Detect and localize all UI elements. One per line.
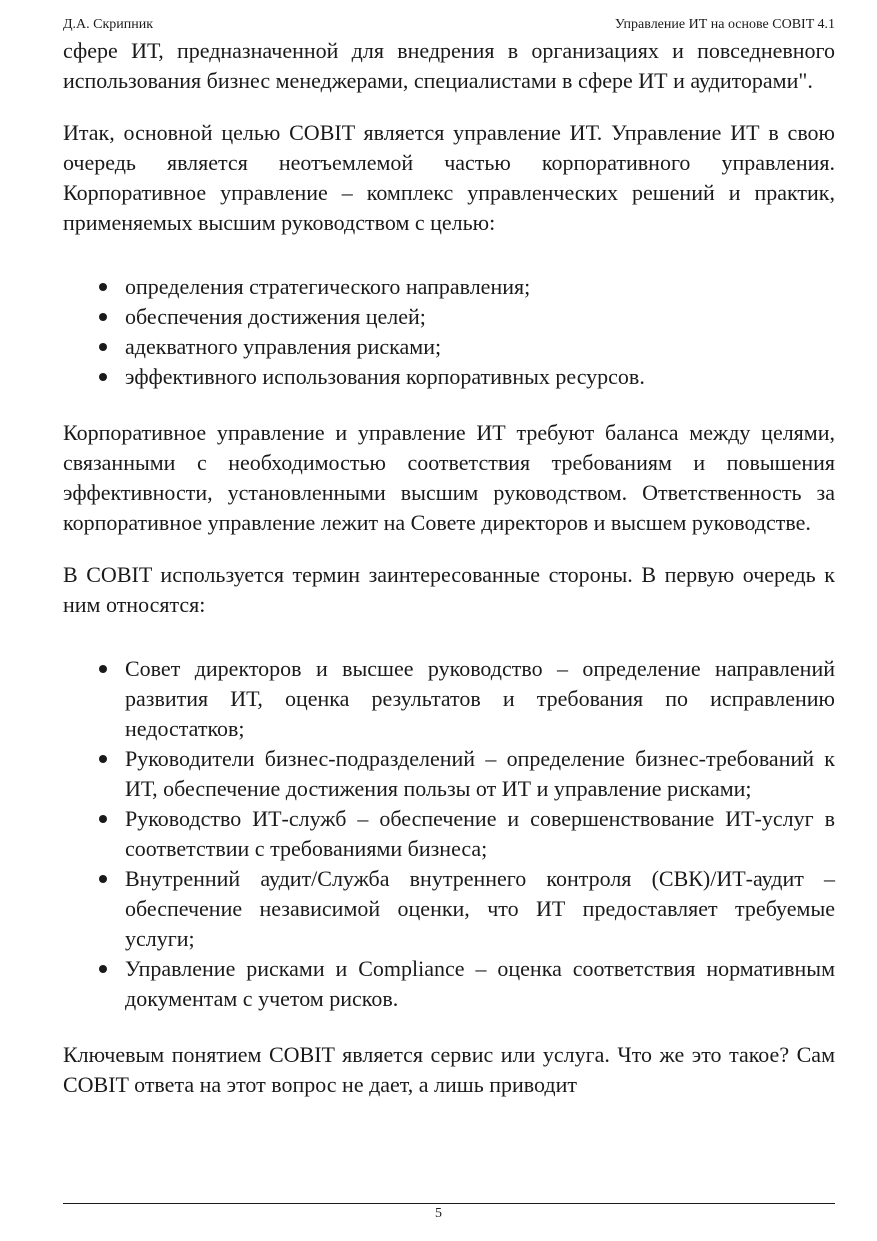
- stakeholders-list: [63, 654, 835, 1014]
- bullet-icon: [99, 815, 107, 823]
- list-item: [125, 362, 835, 392]
- bullet-icon: [99, 875, 107, 883]
- paragraph-governance-balance: Корпоративное управление и управление ИТ требуют баланса между целями, связанными с необходимостью соответствия требованиям и повышения эффективности, установленными высшим руководством. Ответственность за корпоративное управление лежит на Совете директоров и высшем руководстве.: [63, 420, 835, 535]
- list-item-text: Руководители бизнес-подразделений – определение бизнес-требований к ИТ, обеспечение достижения пользы от ИТ и управление рисками;: [125, 746, 835, 801]
- page-body: [63, 36, 835, 1100]
- page-number: 5: [435, 1206, 442, 1221]
- bullet-icon: [99, 665, 107, 673]
- list-item-text: определения стратегического направления;: [125, 274, 531, 299]
- header-author: Д.А. Скрипник: [63, 17, 154, 32]
- bullet-icon: [99, 283, 107, 291]
- paragraph-continuation: сфере ИТ, предназначенной для внедрения в организациях и повседневного использования бизнес менеджерами, специалистами в сфере ИТ и аудиторами".: [63, 38, 835, 93]
- bullet-icon: [99, 313, 107, 321]
- bullet-icon: [99, 965, 107, 973]
- list-item: [125, 864, 835, 954]
- list-item: [125, 744, 835, 804]
- paragraph-stakeholders-intro: В COBIT используется термин заинтересованные стороны. В первую очередь к ним относятся:: [63, 562, 835, 617]
- bullet-icon: [99, 373, 107, 381]
- header-document-title: Управление ИТ на основе COBIT 4.1: [614, 17, 835, 32]
- goals-list: [63, 272, 835, 392]
- list-item: [125, 804, 835, 864]
- paragraph-service-concept: Ключевым понятием COBIT является сервис или услуга. Что же это такое? Сам COBIT ответа на этот вопрос не дает, а лишь приводит: [63, 1042, 835, 1097]
- list-item-text: Совет директоров и высшее руководство – определение направлений развития ИТ, оценка результатов и требования по исправлению недостатков;: [125, 656, 835, 741]
- list-item-text: Управление рисками и Compliance – оценка соответствия нормативным документам с учетом рисков.: [125, 956, 835, 1011]
- list-item: [125, 272, 835, 302]
- list-item-text: адекватного управления рисками;: [125, 334, 442, 359]
- footer-divider: [63, 1203, 835, 1204]
- paragraph-cobit-goal: Итак, основной целью COBIT является управление ИТ. Управление ИТ в свою очередь является неотъемлемой частью корпоративного управления. Корпоративное управление – комплекс управленческих решений и практик, применяемых высшим руководством с целью:: [63, 120, 835, 235]
- page-header: [63, 14, 835, 36]
- list-item-text: обеспечения достижения целей;: [125, 304, 426, 329]
- list-item: [125, 954, 835, 1014]
- list-item: [125, 654, 835, 744]
- bullet-icon: [99, 343, 107, 351]
- list-item: [125, 332, 835, 362]
- list-item-text: Руководство ИТ-служб – обеспечение и совершенствование ИТ-услуг в соответствии с требованиями бизнеса;: [125, 806, 835, 861]
- bullet-icon: [99, 755, 107, 763]
- list-item-text: эффективного использования корпоративных ресурсов.: [125, 364, 645, 389]
- list-item-text: Внутренний аудит/Служба внутреннего контроля (СВК)/ИТ-аудит – обеспечение независимой оценки, что ИТ предоставляет требуемые услуги;: [125, 866, 835, 951]
- list-item: [125, 302, 835, 332]
